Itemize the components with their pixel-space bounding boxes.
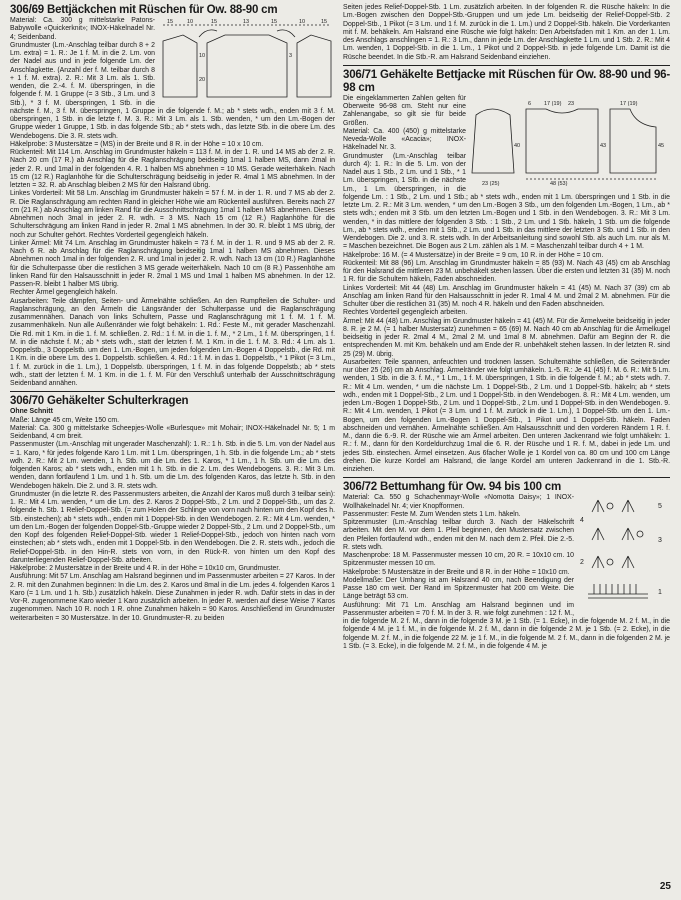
paragraph: Häkelprobe: 2 Mustersätze in der Breite und 4 R. in der Höhe = 10x10 cm, Grundmuster.: [10, 565, 281, 572]
fig71-label: 23 (25): [482, 180, 500, 187]
fig69-label: 20: [199, 77, 206, 83]
section-divider: [10, 391, 335, 392]
fig71-label: 48 (53): [550, 180, 568, 187]
article-title-306-71: 306/71 Gehäkelte Bettjacke mit Rüschen für Ow. 88-90 und 96-98 cm: [343, 68, 670, 94]
fig71-label: 43: [600, 142, 607, 149]
section-divider: [343, 477, 670, 478]
paragraph: Die eingeklammerten Zahlen gelten für Oberweite 96-98 cm. Steht nur eine Zahlenangabe, so gilt sie für beide Größen.: [343, 94, 466, 127]
fig71-label: 23: [568, 100, 575, 107]
fig69-label: 13: [243, 19, 250, 25]
paragraph: Ohne Schnitt: [10, 408, 53, 416]
page-number: 25: [659, 881, 671, 892]
paragraph: Passenmuster (Lm.-Anschlag mit ungerader Maschenzahl): 1. R.: 1 h. Stb. in die 5. Lm. von der Nadel aus = 1. Karo, * für jedes folgende Karo 1 Lm. mit 1 Lm. überspringen, 1 h. Stb. in die folgende Lm.; ab * stets wdh. 2. R.: Mit 2 Lm. wenden, 1 h. Stb. um die Lm. des 1. Karos, * 1 Lm., 1 h. Stb. um die Lm. des folgenden Karos; ab * stets wdh., enden mit 1 h. Stb. in die 2. Lm. des Wendebogens. 3. R.: Mit 3 Lm. wenden, dann fortlaufend 1 Lm. und 1 h. Stb. um die Lm. des folgenden Karos, das letzte h. Stb. in den Wendebogen häkeln. Die 2. und 3. R. stets wdh.: [10, 441, 335, 490]
paragraph: Rückenteil: Mit 114 Lm. Anschlag im Grundmuster häkeln = 113 f. M. in der 1. R. und 14 MS ab der 2. R. Nach 20 cm (17 R.) ab Anschlag für die Raglanschrägung beidseitig 1mal 1 halben MS, dann 2mal in jeder 2. R. und 1mal in der folgenden 4. R. 1 halben MS abnehmen = 10 MS. Gerade weiterhäkeln. Nach 15 cm (12 R.) Raglanhöhe für die Schulterschrägung beidseitig in jeder R. 4mal 1 MS abnehmen. In der letzten = 32. R. ab Anschlag bleiben 2 MS für den Halsrand übrig.: [10, 149, 335, 189]
paragraph: Rückenteil: Mit 88 (96) Lm. Anschlag im Grundmuster häkeln = 85 (93) M. Nach 43 (45) cm ab Anschlag für den Halsrand die mittleren 23 M. unbehäkelt stehen lassen. Über die ersten und letzten 31 (35) M. noch 1 R. für die Schultern häkeln, Faden abschneiden.: [343, 259, 670, 284]
paragraph: Häkelprobe: 3 Mustersätze = (MS) in der Breite und 8 R. in der Höhe = 10 x 10 cm.: [10, 140, 264, 148]
paragraph: Ausarbeiten: Teile dämpfen, Seiten- und Ärmelnähte schließen. An den Rumpfteilen die Schulter- und Raglanschrägung, an den Ärmeln die Längsränder der Schulterpasse und die Raglanschrägung zusammennähen. Danach von links Schultern, Passe und Raglanschrägung mit 1 f. M. 1 f. M. zusammenhäkeln. Nun alle Außenränder wie folgt behäkeln: 1. Rd.: Feste M., mit gerader Maschenzahl. Die Rd. mit 1 Km. in die 1. f. M. schließen. 2. Rd.: 1 f. M. in die 1. f. M., * 2 Lm., 1 f. M. überspringen, 1 f. M. in die nächste f. M.; ab * stets wdh., statt der letzten f. M. 1 Km. in die 1. f. M. 3. Rd.: 4 Lm. als 1. Doppelstb., 3 Doppelstb. um den 1. Lm.-Bogen, um jeden folgenden Lm.-Bogen 4 Doppelstb., die Rd. mit 1 Km. in die obere Lm. des 1. Doppelstb. schließen. 4. Rd.: 1 f. M. in das 1. Doppelstb., * 1 Pikot (= 3 Lm., 1 f. M. zurück in die 1. Lm.), 1 Doppelstb. überspringen, 1 f. M. in das folgende Doppelstb.; ab * stets wdh., statt der letzten f. M. 1 Km. in die 1. f. M. Für den Verschluß unterhalb der Ausschnittschrägung Seidenband annähen.: [10, 297, 335, 387]
paragraph: Ausarbeiten: Teile spannen, anfeuchten und trocknen lassen. Schulternähte schließen, die Seitenränder nur über 25 (26) cm ab Anschlag. Ärmelränder wie folgt umhäkeln. 1.-5. R.: Je 41 (45) f. M. 6. R.: Mit 5 Lm. wenden, 1 Stb. in die 3. f. M., * 1 Lm., 1 f. M. überspringen, 1 Stb. in die folgende f. M.; ab * stets wdh. 7. R.: Mit 4 Lm. wenden, * um die nächste Lm. 1 Doppel-Stb., 2 Lm. und 1 Doppel-Stb. häkeln; ab * stets wdh., enden mit 1 Doppel-Stb., 2 Lm. und 1 Doppel-Stb. in den Wendebogen. 8. R.: Mit 4 Lm. wenden, um jeden Lm.-Bogen 1 Doppel-Stb., 2 Lm. und 1 Doppel-Stb., 2 Lm. und 1 Doppel-Stb. in den Wendebogen. 9. R.: Mit 4 Lm. wenden, 1 Pikot (= 3 Lm. und 1 f. M. zurück in die 1. Lm.), 1 Doppel-Stb. um den 1. Lm.-Bogen, um den folgenden Lm.-Bogen 1 Doppel-Stb., 1 Pikot und 1 Doppel-Stb. häkeln. Faden abschneiden und vernähen. Ärmelnähte schließen. Am Halsausschnitt und den vorderen Rändern 1 R. f. M., dann die 6.-9. R. der Rüsche wie am Ärmel arbeiten. Den unteren Jackenrand wie folgt umhäkeln: 1. R.: f. M., dann für den Kordeldurchzug 1mal die 6. R. der Rüsche und 1 R. f. M., dabei in jede Lm. und jedes Stb. einstechen. Ärmel einsetzen. Aus 6facher Wolle je 1 Kordel von ca. 80 cm und 100 cm Länge drehen. Die kurze Kordel am Halsrand, die lange Kordel am unteren Jackenrand in die 1. Stb.-R. einziehen.: [343, 358, 670, 473]
paragraph: Material: Ca. 400 (450) g mittelstarke Neveda-Wolle «Acacia»; INOX-Häkelnadel Nr. 3.: [343, 127, 466, 152]
article-title-306-69: 306/69 Bettjäckchen mit Rüschen für Ow. 88-90 cm: [10, 4, 278, 16]
chart-row-label: 1: [658, 589, 662, 597]
fig69-label: 10: [299, 19, 306, 25]
chart-row-label: 3: [658, 537, 662, 545]
paragraph: Passenmuster: Feste M. Zum Wenden stets 1 Lm. häkeln.: [343, 510, 521, 518]
paragraph: Spitzenmuster (Lm.-Anschlag teilbar durch 3. Nach der Häkelschrift arbeiten. Mit den M. vor dem 1. Pfeil beginnen, den Mustersatz zwischen den Pfeilen fortlaufend wdh., enden mit den M. nach dem 2. Pfeil. Die 2.-5. R. stets wdh.: [343, 519, 574, 551]
chart-row-label: 4: [580, 517, 584, 525]
paragraph: Maschenprobe: 18 M. Passenmuster messen 10 cm, 20 R. = 10x10 cm. 10 Spitzenmuster messen 10 cm.: [343, 552, 574, 568]
article-title-306-72: 306/72 Bettumhang für Ow. 94 bis 100 cm: [343, 481, 562, 494]
fig69-label: 15: [321, 19, 328, 25]
fig71-label: 6: [528, 100, 532, 107]
fig69-label: 15: [167, 19, 174, 25]
paragraph: Seiten jedes Relief-Doppel-Stb. 1 Lm. zusätzlich arbeiten. In der folgenden R. die Rüsche häkeln: In die Lm.-Bogen zwischen den Doppel-Stb.-Gruppen und um jede Lm. beidseitig der Relief-Doppel-Stb. 2 Doppel-Stb., 1 Pikot (= 3 Lm. und 1 f. M. zurück in die 1. Lm.) und 2 Doppel-Stb. häkeln. Die Vorderkanten mit f. M. behäkeln. Am Halsrand eine Rüsche wie folgt häkeln: Den Arbeitsfaden mit 1 Km. an der 1. Lm. des Anschlags anschlingen = 1. R.: 3 Lm., dann in jede Lm. der Anschlagkette 1 Lm. und 1 Stb. 2. R.: Mit 4 Lm. wenden, 1 Doppel-Stb. in die 1. Lm., 1 Pikot und 2 Doppel-Stb. in jede folgende Lm. Damit ist die Rüsche beendet. In die Stb.-R. am Halsrand Seidenband einziehen.: [343, 4, 670, 61]
fig69-label: 15: [211, 19, 218, 25]
chart-row-label: 5: [658, 503, 662, 511]
fig69-label: 3: [289, 53, 293, 59]
fig71-label: 17 (19): [544, 100, 562, 107]
paragraph: Material: Ca. 300 g mittelstarke Scheepjes-Wolle «Burlesque» mit Mohair; INOX-Häkelnadel Nr. 5; 1 m Seidenband, 4 cm breit.: [10, 424, 335, 440]
paragraph: Rechter Ärmel gegengleich häkeln.: [10, 289, 118, 297]
paragraph: Material: Ca. 550 g Schachenmayr-Wolle «Nomotta Daisy»; 1 INOX-Wollhäkelnadel Nr. 4; vier Knopfformen.: [343, 494, 574, 510]
fig69-label: 10: [187, 19, 194, 25]
paragraph: Ausführung: Mit 71 Lm. Anschlag am Halsrand beginnen und im Passenmuster arbeiten = 70 f. M. In der 3. R. wie folgt zunehmen : 12 f. M., in die folgende M. 2 f. M., dann in die folgende 3 M. je 1 Stb. (= 1. Ecke), in die folgende M. 2 f. M., in die folgende 4 M. je 1 f. M., in die folgende M. 2 f. M., dann in die folgende 2 M. je 1 Stb. (= 2. Ecke), in die folgende M. 2 f. M., in die folgende 22 M. je 1 f. M., in die folgende M. 2 f. M., dann in die folgenden 2 M. je 1 Stb. (= 3. Ecke), in die folgende M. 2 f. M., in die folgende 4 M. je: [343, 601, 670, 650]
article-title-306-70: 306/70 Gehäkelter Schulterkragen: [10, 395, 189, 408]
fig69-label: 10: [199, 53, 206, 59]
paragraph: Linker Ärmel: Mit 74 Lm. Anschlag im Grundmuster häkeln = 73 f. M. in der 1. R. und 9 MS ab der 2. R. Nach 6 R. ab Anschlag für die Raglanschrägung beidseitig 1mal 1 halben MS abnehmen. Dieses Abnehmen noch 1mal in der folgenden 2. R. und 1mal in jeder 2. R. wdh. Nach 13 cm (10 R.) Raglanhöhe für die Schulterpasse über die restlichen 3 MS gerade weiterhäkeln. Nach 10 cm (8 R.) Passenhöhe am linken Rand für den Halsausschnitt in jeder R. 2mal 1 MS und 1mal 1 halben MS abnehmen. In der 12. Passen-R. bleibt 1 halber MS übrig.: [10, 239, 335, 288]
paragraph: Häkelprobe: 5 Mustersätze in der Breite und 8 R. in der Höhe = 10x10 cm.: [343, 568, 570, 576]
paragraph: Ausführung: Mit 57 Lm. Anschlag am Halsrand beginnen und im Passenmuster arbeiten = 27 Karos. In der 2. R. mit den Zunahmen beginnen: In die Lm. des 2. Karos und 8mal in die Lm. jedes 4. folgenden Karos 1 Karo (= 1 Lm. und 1 h. Stb.) zusätzlich häkeln. Diese Zunahmen in jeder R. wdh. Dafür stets in das in der Vor-R. zugenommene Karo wieder 1 Karo zusätzlich arbeiten. In jeder R. werden auf diese Weise 7 Karos zugenommen. Nach 10 R. noch 1 R. ohne Zunahmen häkeln = 90 Karos. Anschließend im Grundmuster weiterarbeiten = 30 Mustersätze. In der 10. Grundmuster-R. zu beiden: [10, 573, 335, 622]
paragraph: Rechtes Vorderteil gegengleich arbeiten.: [343, 309, 468, 317]
paragraph: Häkelprobe: 16 M. (= 4 Mustersätze) in der Breite = 9 cm, 10 R. in der Höhe = 10 cm.: [343, 251, 604, 259]
section-divider: [343, 65, 670, 66]
paragraph: Grundmuster (Lm.-Anschlag teilbar durch 4): 1. R.: In die 5. Lm. von der Nadel aus 1 Stb., 2 Lm. und 1 Stb., * 1 Lm. überspringen, 1 Stb. in die nächste Lm., 1 Lm. überspringen, in die folgende Lm. : 1 Stb., 2 Lm. und 1 Stb.; ab * stets wdh., enden mit 1 Lm. überspringen und 1 Stb. in die letzte Lm. 2. R.: Mit 3 Lm. wenden, * um den Lm.-Bogen 3 Stb., um den folgenden Lm.-Bogen, 1 Lm., ab * stets wdh.; enden mit 3 Stb. um den letzten Lm.-Bogen und 1 Stb. in den Wendebogen. 3. R.: Mit 3 Lm. wenden, * in das mittlere der folgenden 3 Stb. : 1 Stb., 2 Lm. und 1 Stb. häkeln, 1 Stb. um die folgende Lm., ab * stets wdh., enden mit 1 Stb., 2 Lm. und 1 Stb. in das mittlere der letzten 3 Stb. und 1 Stb. in den Wendebogen. Die 2. und 3. R. stets wdh. In der Arbeitsanleitung sind sowohl Stb. als auch Lm. nur als M. = Maschen bezeichnet. Die Bogen aus 2 Lm. zählen als 1 M. = Maschenzahl teilbar durch 4 + 1 M.: [343, 152, 670, 251]
fig69-label: 15: [271, 19, 278, 25]
fig71-label: 17 (19): [620, 100, 638, 107]
crochet-chart-spitzenmuster: [578, 494, 670, 612]
paragraph: Linkes Vorderteil: Mit 58 Lm. Anschlag im Grundmuster häkeln = 57 f. M. in der 1. R. und 7 MS ab der 2. R. Die Raglanschrägung am rechten Rand in gleicher Höhe wie am Rückenteil ausführen. Bereits nach 27 cm (21 R.) ab Anschlag am linken Rand für die Ausschnittschrägung 1mal 1 halben MS abnehmen. Dieses Abnehmen noch 3mal in jeder 2. R. wdh. = 3 MS. Nach 15 cm (12 R.) Raglanhöhe für die Schulterschrägung am linken Rand in jeder R. 2mal 1 MS abnehmen. In der 30. R. bleibt 1 MS übrig, der noch zur Schulter gehört. Rechtes Vorderteil gegengleich häkeln.: [10, 190, 335, 239]
left-column: [10, 4, 335, 623]
paragraph: Grundmuster (in die letzte R. des Passenmusters arbeiten, die Anzahl der Karos muß durch 3 teilbar sein): 1. R.: Mit 4 Lm. wenden, * um die Lm. des 2. Karos 2 Doppel-Stb., 2 Lm. und 2 Doppel-Stb., um das 2. folgende h. Stb. 1 Relief-Doppel-Stb. (= zum Holen der Schlinge von vorn nach hinten um den Kopf des h. Stb. einstechen); ab * stets wdh., enden mit 1 Doppel-Stb. in den Wendebogen. 2. R.: Mit 4 Lm. wenden, * um den Lm.-Bogen der folgenden Doppel-Stb.-Gruppe wieder 2 Doppel-Stb., 2 Lm. und 2 Doppel-Stb., um den Kopf des folgenden Relief-Doppel-Stb. wieder 1 Relief-Doppel-Stb., jedoch von hinten nach vorn einstechen; ab * stets wdh., enden mit 1 Doppel-Stb. in den Wendebogen. Die 2. R. stets wdh., jedoch die Relief-Doppel-Stb. in den Hin-R. stets von vorn, in den Rück-R. von hinten um den Kopf des darunterliegenden Relief-Doppel-Stb. arbeiten.: [10, 490, 335, 564]
paragraph: Grundmuster (Lm.-Anschlag teilbar durch 8 + 2 Lm. extra) = 1. R.: Je 1 f. M. in die 2. Lm. von der Nadel aus und in jede folgende Lm. der Anschlagkette. (Anzahl der f. M. teilbar durch 8 + 1 f. M. extra). 2. R.: Mit 3 Lm. als 1. Stb. wenden, die 2.-4. f. M. überspringen, in die folgende f. M. 1 Gruppe (= 3 Stb., 3 Lm. und 3 Stb.), * 3 f. M. überspringen, 1 Stb. in die nächste f. M., 3 f. M. überspringen, 1 Gruppe in die folgende f. M.; ab * stets wdh., enden mit 3 f. M. überspringen, 1 Stb. in die letzte f. M. 3. R.: Mit 3 Lm. als 1. Stb. wenden, * um den Lm.-Bogen der Gruppe wieder 1 Gruppe, 1 Stb. in das folgende Stb.; ab * stets wdh., das letzte Stb. in die obere Lm. des Wendebogens. Die 3. R. stets wdh.: [10, 41, 335, 140]
right-column: [343, 4, 670, 651]
paragraph: Maße: Länge 45 cm, Weite 150 cm.: [10, 416, 120, 424]
paragraph: Linkes Vorderteil: Mit 44 (48) Lm. Anschlag im Grundmuster häkeln = 41 (45) M. Nach 37 (39) cm ab Anschlag am linken Rand für den Halsausschnitt in jeder R. 1mal 4 M. und 2mal 2 M. abnehmen. Für die Schulter über die restlichen 31 (35) M. noch 4 R. häkeln und den Faden abschneiden.: [343, 284, 670, 308]
pattern-diagram-bettjacke: [470, 95, 670, 187]
paragraph: Material: Ca. 300 g mittelstarke Patons-Babywolle «Quickerknit»; INOX-Häkelnadel Nr. 4; Seidenband.: [10, 17, 155, 41]
fig71-label: 40: [514, 142, 521, 149]
paragraph: Modellmaße: Der Umhang ist am Halsrand 40 cm, nach Beendigung der Passe 180 cm weit. Der Rand im Spitzenmuster hat 200 cm Weite. Die Länge beträgt 53 cm.: [343, 576, 574, 601]
fig71-label: 45: [658, 142, 665, 149]
pattern-diagram-bettjaeckchen: [159, 17, 335, 105]
paragraph: Ärmel: Mit 44 (48) Lm. Anschlag im Grundmuster häkeln = 41 (45) M. Für die Ärmelweite beidseitig in jeder 8. R. je 2 M. (= 1 halber Mustersatz) zunehmen = 65 (69) M. Nach 40 cm ab Anschlag für die Ärmelkugel beidseitig in jeder R. 2mal 4 M., 2mal 2 M. und 1mal 8 M. abnehmen. Dafür am Beginn der R. die entsprechenden M. mit Km. behäkeln und am Ende der R. unbehäkelt stehen lassen. In der letzten R. sind 25 (29) M. übrig.: [343, 317, 670, 358]
chart-row-label: 2: [580, 559, 584, 567]
